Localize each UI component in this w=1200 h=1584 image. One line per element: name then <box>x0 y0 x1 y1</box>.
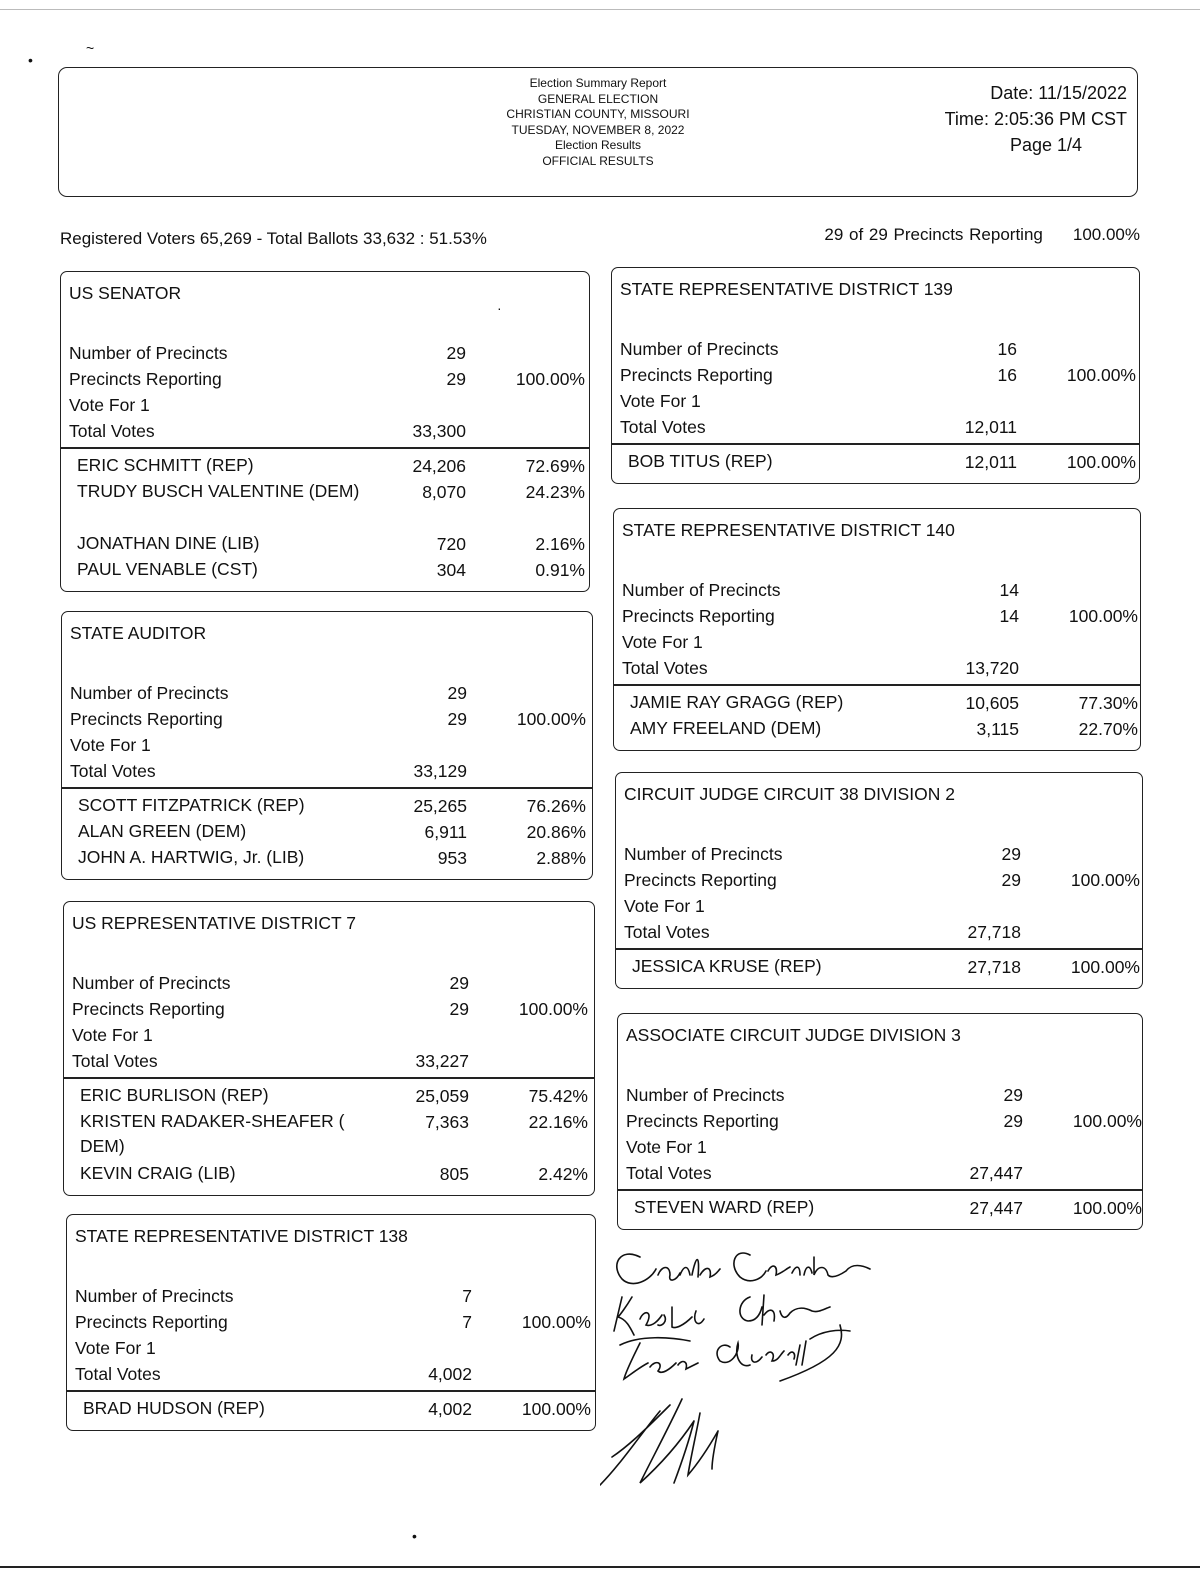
precincts-reporting-pct: 100.00% <box>1066 365 1136 385</box>
number-of-precincts-label: Number of Precincts <box>626 1085 785 1105</box>
candidate-name: ERIC BURLISON (REP) <box>80 1085 269 1105</box>
candidate-pct: 75.42% <box>528 1086 588 1106</box>
candidate-votes: 3,115 <box>976 719 1019 739</box>
registered-voters-summary: Registered Voters 65,269 - Total Ballots 33,632 : 51.53% <box>60 229 487 248</box>
contest-title: STATE REPRESENTATIVE DISTRICT 139 <box>620 279 953 299</box>
candidate-row <box>62 845 592 871</box>
results-label: Election Results <box>554 138 642 152</box>
candidate-pct: 20.86% <box>526 822 586 842</box>
number-of-precincts-value: 14 <box>999 580 1019 600</box>
stray-mark: · <box>497 300 502 316</box>
candidate-votes: 720 <box>436 534 466 554</box>
candidate-votes: 304 <box>436 560 466 580</box>
number-of-precincts-row <box>618 1082 1142 1108</box>
candidate-votes: 6,911 <box>424 822 467 842</box>
contest-divider <box>616 948 1142 950</box>
candidate-pct: 100.00% <box>1070 957 1140 977</box>
candidate-votes: 805 <box>439 1164 469 1184</box>
candidate-list <box>616 954 1142 980</box>
precincts-reporting-value: 7 <box>462 1312 472 1332</box>
precincts-reporting-label: Precincts Reporting <box>622 606 775 626</box>
contest-stats <box>67 1283 595 1387</box>
candidate-list <box>67 1396 595 1422</box>
candidate-name: JONATHAN DINE (LIB) <box>77 533 260 553</box>
number-of-precincts-value: 7 <box>462 1286 472 1306</box>
total-votes-row <box>614 655 1140 681</box>
candidate-name: STEVEN WARD (REP) <box>634 1197 815 1217</box>
report-time: Time: 2:05:36 PM CST <box>944 109 1127 129</box>
precincts-reporting-value: 29 <box>1003 1111 1023 1131</box>
contest-title: US SENATOR <box>69 283 182 303</box>
contest-divider <box>67 1390 595 1392</box>
report-header <box>58 67 1138 197</box>
precincts-reporting-value: 14 <box>999 606 1019 626</box>
precincts-summary <box>824 225 1140 245</box>
precincts-reporting-pct: 100.00% <box>1068 606 1138 626</box>
candidate-list <box>612 449 1139 475</box>
contest-box <box>60 271 590 592</box>
precincts-reporting-label: Precincts Reporting <box>620 365 773 385</box>
precincts-reporting-label: Precincts Reporting <box>69 369 222 389</box>
contest-stats <box>61 340 589 444</box>
total-votes-row <box>612 414 1139 440</box>
candidate-row <box>614 690 1140 716</box>
vote-for-label: Vote For 1 <box>75 1338 156 1358</box>
candidate-pct: 100.00% <box>521 1399 591 1419</box>
contest-title: STATE AUDITOR <box>70 623 207 643</box>
precincts-reporting-row <box>614 603 1140 629</box>
candidate-row <box>62 819 592 845</box>
number-of-precincts-row <box>612 336 1139 362</box>
candidate-row <box>64 1109 594 1161</box>
number-of-precincts-row <box>62 680 592 706</box>
report-meta <box>945 80 1127 158</box>
precincts-reporting-pct: 100.00% <box>515 369 585 389</box>
total-votes-value: 33,227 <box>415 1051 469 1071</box>
candidate-name: ALAN GREEN (DEM) <box>78 821 247 841</box>
total-votes-label: Total Votes <box>622 658 708 678</box>
contest-box <box>613 508 1141 751</box>
candidate-votes: 953 <box>437 848 467 868</box>
candidate-pct: 72.69% <box>525 456 585 476</box>
candidate-votes: 25,265 <box>413 796 467 816</box>
contest-stats <box>614 577 1140 681</box>
stray-mark: • <box>28 52 33 68</box>
vote-for-row <box>61 392 589 418</box>
precincts-reporting-label: Precincts Reporting <box>70 709 223 729</box>
precincts-reporting-label: Precincts Reporting <box>72 999 225 1019</box>
candidate-pct: 2.42% <box>538 1164 588 1184</box>
vote-for-label: Vote For 1 <box>620 391 701 411</box>
candidate-votes: 24,206 <box>412 456 466 476</box>
candidate-row <box>61 557 589 583</box>
total-votes-row <box>618 1160 1142 1186</box>
contest-title: STATE REPRESENTATIVE DISTRICT 138 <box>75 1226 408 1246</box>
vote-for-row <box>618 1134 1142 1160</box>
number-of-precincts-label: Number of Precincts <box>75 1286 234 1306</box>
number-of-precincts-label: Number of Precincts <box>622 580 781 600</box>
stray-mark: • <box>412 1528 417 1544</box>
vote-for-label: Vote For 1 <box>72 1025 153 1045</box>
contest-divider <box>618 1189 1142 1191</box>
number-of-precincts-label: Number of Precincts <box>72 973 231 993</box>
candidate-pct: 22.70% <box>1078 719 1138 739</box>
contest-stats <box>618 1082 1142 1186</box>
candidate-votes: 27,447 <box>969 1198 1023 1218</box>
candidate-list <box>64 1083 594 1187</box>
stray-mark: ~ <box>86 40 95 56</box>
candidate-votes: 8,070 <box>422 482 466 502</box>
contest-box <box>63 901 595 1196</box>
contest-stats <box>612 336 1139 440</box>
candidate-pct: 0.91% <box>535 560 585 580</box>
total-votes-label: Total Votes <box>69 421 155 441</box>
candidate-name: JOHN A. HARTWIG, Jr. (LIB) <box>78 847 305 867</box>
precincts-reporting-value: 29 <box>449 999 469 1019</box>
precincts-reporting-pct: 100.00% <box>516 709 586 729</box>
contest-stats <box>64 970 594 1074</box>
candidate-list <box>62 793 592 871</box>
total-votes-value: 27,718 <box>967 922 1021 942</box>
number-of-precincts-row <box>614 577 1140 603</box>
candidate-name: SCOTT FITZPATRICK (REP) <box>78 795 305 815</box>
number-of-precincts-row <box>64 970 594 996</box>
precincts-reporting-label: Precincts Reporting <box>626 1111 779 1131</box>
candidate-name: BOB TITUS (REP) <box>628 451 773 471</box>
precincts-reporting-label: Precincts Reporting <box>624 870 777 890</box>
candidate-votes: 27,718 <box>967 957 1021 977</box>
total-votes-row <box>616 919 1142 945</box>
candidate-pct: 76.26% <box>526 796 586 816</box>
vote-for-label: Vote For 1 <box>69 395 150 415</box>
contest-divider <box>614 684 1140 686</box>
precincts-reporting-pct: 100.00% <box>1070 870 1140 890</box>
candidate-pct: 100.00% <box>1066 452 1136 472</box>
total-votes-row <box>62 758 592 784</box>
candidate-row <box>64 1083 594 1109</box>
total-votes-value: 27,447 <box>969 1163 1023 1183</box>
candidate-list <box>618 1195 1142 1221</box>
precincts-reporting-pct: 100.00% <box>521 1312 591 1332</box>
contest-box <box>611 267 1140 484</box>
vote-for-row <box>612 388 1139 414</box>
page-bottom-edge <box>0 1566 1200 1568</box>
candidate-name: PAUL VENABLE (CST) <box>77 559 258 579</box>
vote-for-row <box>616 893 1142 919</box>
vote-for-label: Vote For 1 <box>624 896 705 916</box>
candidate-name: TRUDY BUSCH VALENTINE (DEM) <box>77 481 360 501</box>
precincts-reporting-row <box>618 1108 1142 1134</box>
contest-title: CIRCUIT JUDGE CIRCUIT 38 DIVISION 2 <box>624 784 955 804</box>
candidate-row <box>61 479 589 531</box>
precincts-reporting-row <box>612 362 1139 388</box>
total-votes-label: Total Votes <box>620 417 706 437</box>
number-of-precincts-value: 29 <box>449 973 469 993</box>
precincts-reporting-row <box>61 366 589 392</box>
contest-box <box>61 611 593 880</box>
report-title: Election Summary Report <box>529 76 667 90</box>
total-votes-value: 33,129 <box>413 761 467 781</box>
candidate-name: KEVIN CRAIG (LIB) <box>80 1163 236 1183</box>
total-votes-row <box>61 418 589 444</box>
candidate-row <box>67 1396 595 1422</box>
precincts-reporting-pct: 100.00% <box>1072 1111 1142 1131</box>
election-date: TUESDAY, NOVEMBER 8, 2022 <box>511 122 685 137</box>
page-top-edge <box>0 9 1200 10</box>
total-votes-value: 4,002 <box>428 1364 472 1384</box>
candidate-pct: 2.16% <box>535 534 585 554</box>
contest-title: US REPRESENTATIVE DISTRICT 7 <box>72 913 356 933</box>
candidate-votes: 10,605 <box>965 693 1019 713</box>
candidate-list <box>61 453 589 583</box>
precincts-reporting-row <box>67 1309 595 1335</box>
total-votes-row <box>64 1048 594 1074</box>
contest-stats <box>616 841 1142 945</box>
candidate-row <box>614 716 1140 742</box>
candidate-pct: 100.00% <box>1072 1198 1142 1218</box>
candidate-row <box>61 453 589 479</box>
signatures-image <box>600 1235 900 1495</box>
precincts-reporting-value: 29 <box>447 709 467 729</box>
precincts-reporting-text: 29 of 29 Precincts Reporting <box>824 225 1043 244</box>
total-votes-label: Total Votes <box>626 1163 712 1183</box>
candidate-list <box>614 690 1140 742</box>
candidate-row <box>62 793 592 819</box>
candidate-row <box>616 954 1142 980</box>
number-of-precincts-row <box>67 1283 595 1309</box>
county-name: CHRISTIAN COUNTY, MISSOURI <box>506 107 690 121</box>
precincts-reporting-value: 29 <box>446 369 466 389</box>
vote-for-label: Vote For 1 <box>622 632 703 652</box>
candidate-name: KRISTEN RADAKER-SHEAFER ( DEM) <box>80 1111 345 1156</box>
candidate-votes: 7,363 <box>425 1112 469 1132</box>
number-of-precincts-row <box>616 841 1142 867</box>
number-of-precincts-label: Number of Precincts <box>70 683 229 703</box>
candidate-name: JESSICA KRUSE (REP) <box>632 956 822 976</box>
candidate-name: JAMIE RAY GRAGG (REP) <box>630 692 844 712</box>
number-of-precincts-label: Number of Precincts <box>69 343 228 363</box>
report-date: Date: 11/15/2022 <box>990 83 1127 103</box>
candidate-name: ERIC SCHMITT (REP) <box>77 455 254 475</box>
contest-divider <box>61 447 589 449</box>
candidate-pct: 22.16% <box>528 1112 588 1132</box>
total-votes-label: Total Votes <box>624 922 710 942</box>
total-votes-label: Total Votes <box>72 1051 158 1071</box>
candidate-row <box>64 1161 594 1187</box>
total-votes-label: Total Votes <box>70 761 156 781</box>
vote-for-row <box>62 732 592 758</box>
page-number: Page 1/4 <box>1009 135 1082 155</box>
candidate-row <box>618 1195 1142 1221</box>
candidate-row <box>61 531 589 557</box>
contest-box <box>66 1214 596 1431</box>
vote-for-row <box>64 1022 594 1048</box>
number-of-precincts-label: Number of Precincts <box>620 339 779 359</box>
number-of-precincts-value: 16 <box>997 339 1017 359</box>
contest-title: ASSOCIATE CIRCUIT JUDGE DIVISION 3 <box>626 1025 961 1045</box>
precincts-reporting-pct: 100.00% <box>1072 225 1140 244</box>
election-name: GENERAL ELECTION <box>537 91 659 106</box>
total-votes-value: 12,011 <box>964 417 1017 437</box>
contest-box <box>615 772 1143 989</box>
candidate-row <box>612 449 1139 475</box>
vote-for-row <box>67 1335 595 1361</box>
precincts-reporting-label: Precincts Reporting <box>75 1312 228 1332</box>
candidate-votes: 25,059 <box>415 1086 469 1106</box>
contest-divider <box>612 443 1139 445</box>
candidate-pct: 2.88% <box>536 848 586 868</box>
official-label: OFFICIAL RESULTS <box>542 153 654 168</box>
total-votes-value: 13,720 <box>965 658 1019 678</box>
contest-divider <box>64 1077 594 1079</box>
number-of-precincts-value: 29 <box>1003 1085 1023 1105</box>
number-of-precincts-value: 29 <box>1001 844 1021 864</box>
number-of-precincts-label: Number of Precincts <box>624 844 783 864</box>
contest-box <box>617 1013 1143 1230</box>
candidate-votes: 4,002 <box>428 1399 472 1419</box>
total-votes-label: Total Votes <box>75 1364 161 1384</box>
precincts-reporting-value: 29 <box>1001 870 1021 890</box>
precincts-reporting-row <box>62 706 592 732</box>
candidate-votes: 12,011 <box>964 452 1017 472</box>
vote-for-label: Vote For 1 <box>70 735 151 755</box>
candidate-name: BRAD HUDSON (REP) <box>83 1398 265 1418</box>
precincts-reporting-pct: 100.00% <box>518 999 588 1019</box>
vote-for-label: Vote For 1 <box>626 1137 707 1157</box>
contest-title: STATE REPRESENTATIVE DISTRICT 140 <box>622 520 955 540</box>
total-votes-row <box>67 1361 595 1387</box>
total-votes-value: 33,300 <box>412 421 466 441</box>
precincts-reporting-row <box>616 867 1142 893</box>
vote-for-row <box>614 629 1140 655</box>
candidate-name: AMY FREELAND (DEM) <box>630 718 822 738</box>
number-of-precincts-value: 29 <box>446 343 466 363</box>
number-of-precincts-row <box>61 340 589 366</box>
candidate-pct: 77.30% <box>1078 693 1138 713</box>
precincts-reporting-row <box>64 996 594 1022</box>
candidate-pct: 24.23% <box>525 482 585 502</box>
contest-stats <box>62 680 592 784</box>
number-of-precincts-value: 29 <box>447 683 467 703</box>
contest-divider <box>62 787 592 789</box>
precincts-reporting-value: 16 <box>997 365 1017 385</box>
